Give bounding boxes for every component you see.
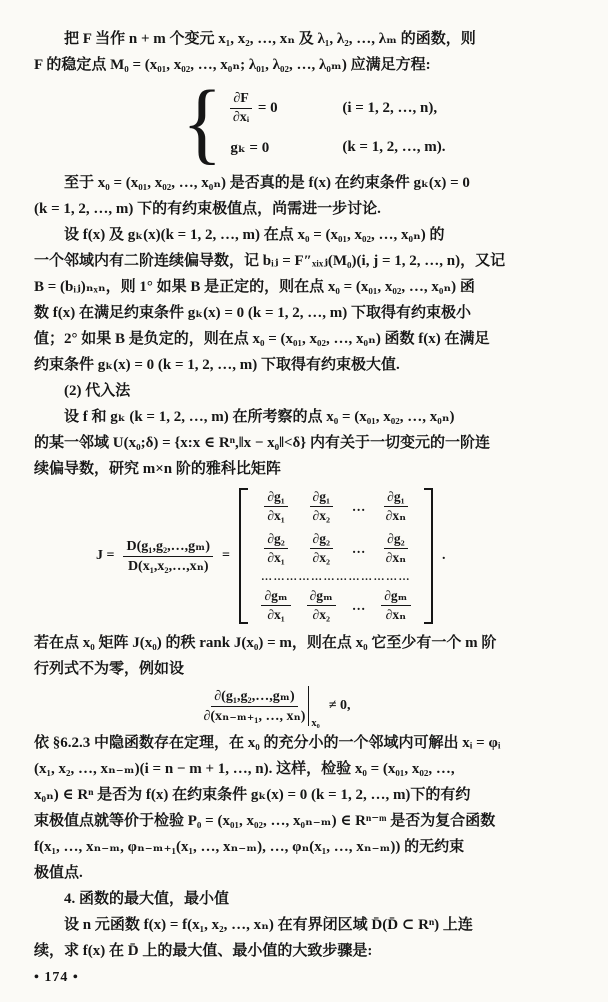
section-heading: 4. 函数的最大值，最小值 [64,891,230,907]
paragraph [34,404,590,482]
subsection-heading: (2) 代入法 [64,383,131,399]
matrix-cell: $\frac{\text{∂g₁}}{\text{∂x₂}}$ [310,489,333,524]
stationary-point-equation-system [34,73,590,174]
paragraph [34,26,590,78]
matrix-cell: $\frac{\text{∂gₘ}}{\text{∂x₁}}$ [261,588,290,623]
text-line: 约束条件 gₖ(x) = 0 (k = 1, 2, …, m) 下取得有约束极大值. [34,357,400,373]
text-line: 设 f 和 gₖ (k = 1, 2, …, m) 在所考察的点 x₀ = (x₀₁, x₀₂, …, x₀ₙ) [64,409,455,425]
evaluation-bar [308,686,320,729]
system-rows [230,91,445,157]
equation-lhs [230,138,342,157]
paragraph [34,222,590,378]
matrix-cell: $\frac{\text{∂g₁}}{\text{∂x₁}}$ [264,489,287,524]
index-condition: (i = 1, 2, …, n), [342,100,438,116]
text-line: (k = 1, 2, …, m) 下的有约束极值点，尚需进一步讨论. [34,201,381,217]
nonzero-determinant-condition [34,682,590,730]
equals-sign: = [222,548,230,563]
matrix-cdots: … [351,597,366,613]
text-line: x₀ₙ) ∈ Rⁿ 是否为 f(x) 在约束条件 gₖ(x) = 0 (k = 1, 2, …, m)下的有约 [34,787,471,803]
text-line: 若在点 x₀ 矩阵 J(x₀) 的秩 rank J(x₀) = m，则在点 x₀ 它至少有一个 m 阶 [34,635,497,651]
text-line: 的某一邻域 U(x₀;δ) = {x:x ∈ Rⁿ,‖x − x₀‖<δ} 内有关于一切变元的一阶连 [34,435,490,451]
matrix-dots-row: ……………………………… [261,571,411,583]
text-line: 设 f(x) 及 gₖ(x)(k = 1, 2, …, m) 在点 x₀ = (x₀₁, x₀₂, …, x₀ₙ) 的 [64,227,445,243]
page-number: • 174 • [34,970,79,985]
matrix-cell: $\frac{\text{∂g₂}}{\text{∂x₁}}$ [264,531,287,566]
matrix-cdots: … [351,540,366,556]
text-line: 值；2° 如果 B 是负定的，则在点 x₀ = (x₀₁, x₀₂, …, x₀ₙ) 函数 f(x) 在满足 [34,331,490,347]
text-line: 极值点. [34,865,83,881]
matrix-cell: $\frac{\text{∂gₘ}}{\text{∂xₙ}}$ [381,588,410,623]
jacobian-matrix [257,487,415,625]
text-line: 行列式不为零，例如设 [34,661,185,677]
text-line: 设 n 元函数 f(x) = f(x₁, x₂, …, xₙ) 在有界闭区域 D̄(D̄ ⊂ Rⁿ) 上连 [64,917,473,933]
equation-row [230,138,445,157]
equation-period: . [442,548,446,563]
text-line: 一个邻域内有二阶连续偏导数，记 bᵢⱼ = F″ₓᵢₓⱼ(M₀)(i, j = 1, 2, …, n)，又记 [34,253,506,269]
text-line: 束极值点就等价于检验 P₀ = (x₀₁, x₀₂, …, x₀ₙ₋ₘ) ∈ Rⁿ⁻ᵐ 是否为复合函数 [34,813,496,829]
paragraph [34,630,590,682]
equation-row [230,91,445,126]
system-brace: { [182,73,223,174]
text-line: 把 F 当作 n + m 个变元 x₁, x₂, …, xₙ 及 λ₁, λ₂, …, λₘ 的函数，则 [64,31,476,47]
text-line: 续，求 f(x) 在 D̄ 上的最大值、最小值的大致步骤是: [34,943,373,959]
jacobian-determinant-fraction: $\frac{\text{D(g₁,g₂,…,gₘ)}}{\text{D(x₁,x₂,…,xₙ)}}$ [123,538,213,575]
matrix-cell: $\frac{\text{∂g₂}}{\text{∂xₙ}}$ [385,531,407,565]
text-line: F 的稳定点 M₀ = (x₀₁, x₀₂, …, x₀ₙ; λ₀₁, λ₀₂, …, λ₀ₘ) 应满足方程: [34,57,431,73]
vertical-bar [308,686,309,726]
text-line: 数 f(x) 在满足约束条件 gₖ(x) = 0 (k = 1, 2, …, m) 下取得有约束极小 [34,305,472,321]
matrix-bracket-left [239,488,248,624]
text-line: 续偏导数，研究 m×n 阶的雅科比矩阵 [34,461,281,477]
paragraph [34,170,590,222]
partial-derivative-fraction: $\frac{\partial F}{\text{∂xᵢ}}$ [230,91,251,126]
equation-lhs [230,91,342,126]
matrix-cell: $\frac{\text{∂g₂}}{\text{∂x₂}}$ [310,531,333,566]
partial-determinant-fraction: $\frac{\text{∂(g₁,g₂,…,gₘ)}}{\text{∂(xₙ₋ₘ₊₁, …, xₙ)}}$ [203,688,306,724]
matrix-cdots: … [351,498,366,514]
text-line: (x₁, x₂, …, xₙ₋ₘ)(i = n − m + 1, …, n). 这样，检验 x₀ = (x₀₁, x₀₂, …, [34,761,455,777]
text-line: f(x₁, …, xₙ₋ₘ, φₙ₋ₘ₊₁(x₁, …, xₙ₋ₘ), …, φₙ(x₁, …, xₙ₋ₘ)) 的无约束 [34,839,465,855]
text-line: 至于 x₀ = (x₀₁, x₀₂, …, x₀ₙ) 是否真的是 f(x) 在约束条件 gₖ(x) = 0 [64,175,470,191]
text-line: 依 §6.2.3 中隐函数存在定理，在 x₀ 的充分小的一个邻域内可解出 xᵢ = φᵢ [34,735,501,751]
not-equal-zero: ≠ 0, [328,698,351,713]
evaluation-point-subscript: x₀ [311,718,320,729]
matrix-bracket-right [424,488,433,624]
jacobian-lhs: J = [96,548,115,563]
text-line: B = (bᵢⱼ)ₙₓₙ，则 1° 如果 B 是正定的，则在点 x₀ = (x₀₁, x₀₂, …, x₀ₙ) 函 [34,279,475,295]
jacobian-matrix-equation [34,482,590,630]
equals-zero: = 0 [257,100,278,116]
index-condition: (k = 1, 2, …, m). [342,139,446,155]
paragraph [34,912,590,964]
matrix-cell: $\frac{\text{∂gₘ}}{\text{∂x₂}}$ [307,588,336,623]
constraint-equation: gₖ = 0 [230,140,270,156]
paragraph [34,730,590,886]
matrix-cell: $\frac{\text{∂g₁}}{\text{∂xₙ}}$ [385,489,407,523]
